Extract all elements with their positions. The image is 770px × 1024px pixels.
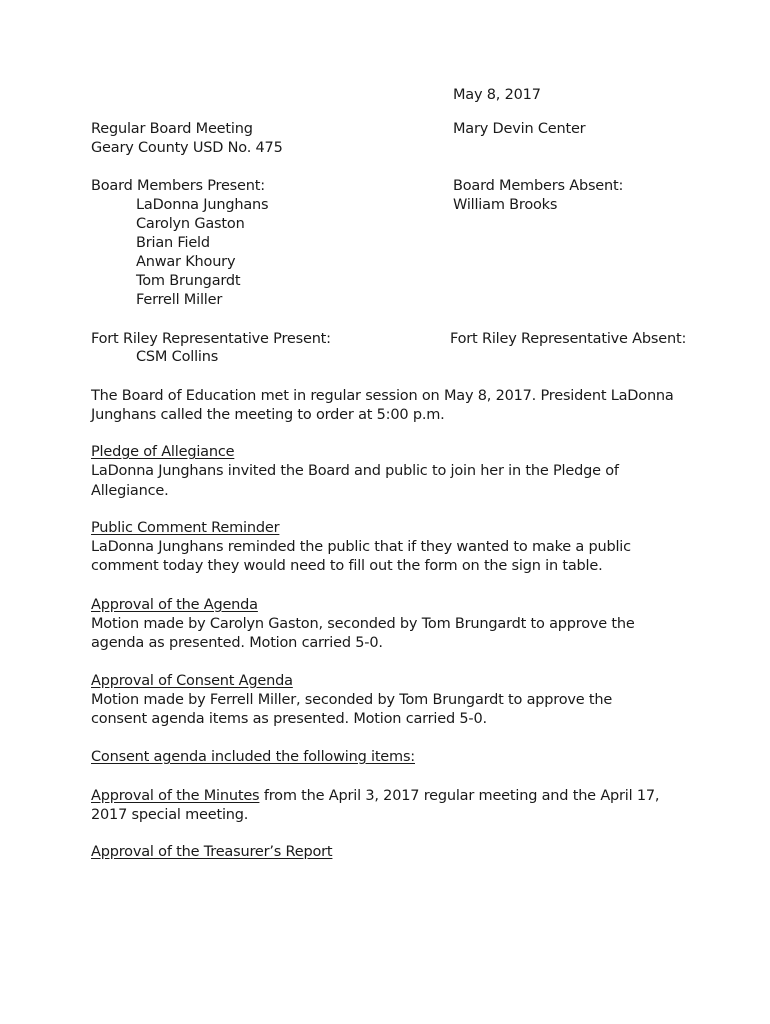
present-member: Tom Brungardt [136,273,241,289]
section-heading-pledge: Pledge of Allegiance [91,444,235,460]
consent-text: consent agenda items as presented. Motion carried 5-0. [91,711,487,727]
fort-riley-present-member: CSM Collins [136,349,219,365]
absent-label: Board Members Absent: [453,178,624,194]
section-heading-consent: Approval of Consent Agenda [91,673,293,689]
fort-riley-absent-label: Fort Riley Representative Absent: [450,331,687,347]
meeting-date: May 8, 2017 [453,87,541,103]
intro-line: The Board of Education met in regular session on May 8, 2017. President LaDonna [91,388,674,404]
section-heading-agenda: Approval of the Agenda [91,597,258,613]
treasurer-report-heading: Approval of the Treasurer’s Report [91,844,333,860]
meeting-type: Regular Board Meeting [91,121,253,137]
absent-member: William Brooks [453,197,558,213]
meeting-location: Mary Devin Center [453,121,586,137]
minutes-text: 2017 special meeting. [91,807,249,823]
minutes-item [91,787,659,806]
minutes-text: from the April 3, 2017 regular meeting and the April 17, [259,788,660,804]
section-heading-public-comment: Public Comment Reminder [91,520,280,536]
district-name: Geary County USD No. 475 [91,140,283,156]
present-member: Brian Field [136,235,210,251]
pledge-text: Allegiance. [91,483,169,499]
minutes-heading: Approval of the Minutes [91,788,260,804]
intro-line: Junghans called the meeting to order at 5:00 p.m. [91,407,445,423]
agenda-text: Motion made by Carolyn Gaston, seconded by Tom Brungardt to approve the [91,616,635,632]
pledge-text: LaDonna Junghans invited the Board and public to join her in the Pledge of [91,463,619,479]
public-comment-text: comment today they would need to fill out the form on the sign in table. [91,558,603,574]
present-member: Carolyn Gaston [136,216,245,232]
fort-riley-present-label: Fort Riley Representative Present: [91,331,331,347]
present-member: Anwar Khoury [136,254,236,270]
present-member: LaDonna Junghans [136,197,269,213]
agenda-text: agenda as presented. Motion carried 5-0. [91,635,383,651]
present-label: Board Members Present: [91,178,265,194]
consent-text: Motion made by Ferrell Miller, seconded by Tom Brungardt to approve the [91,692,613,708]
present-member: Ferrell Miller [136,292,223,308]
consent-items-heading: Consent agenda included the following items: [91,749,415,765]
public-comment-text: LaDonna Junghans reminded the public that if they wanted to make a public [91,539,631,555]
